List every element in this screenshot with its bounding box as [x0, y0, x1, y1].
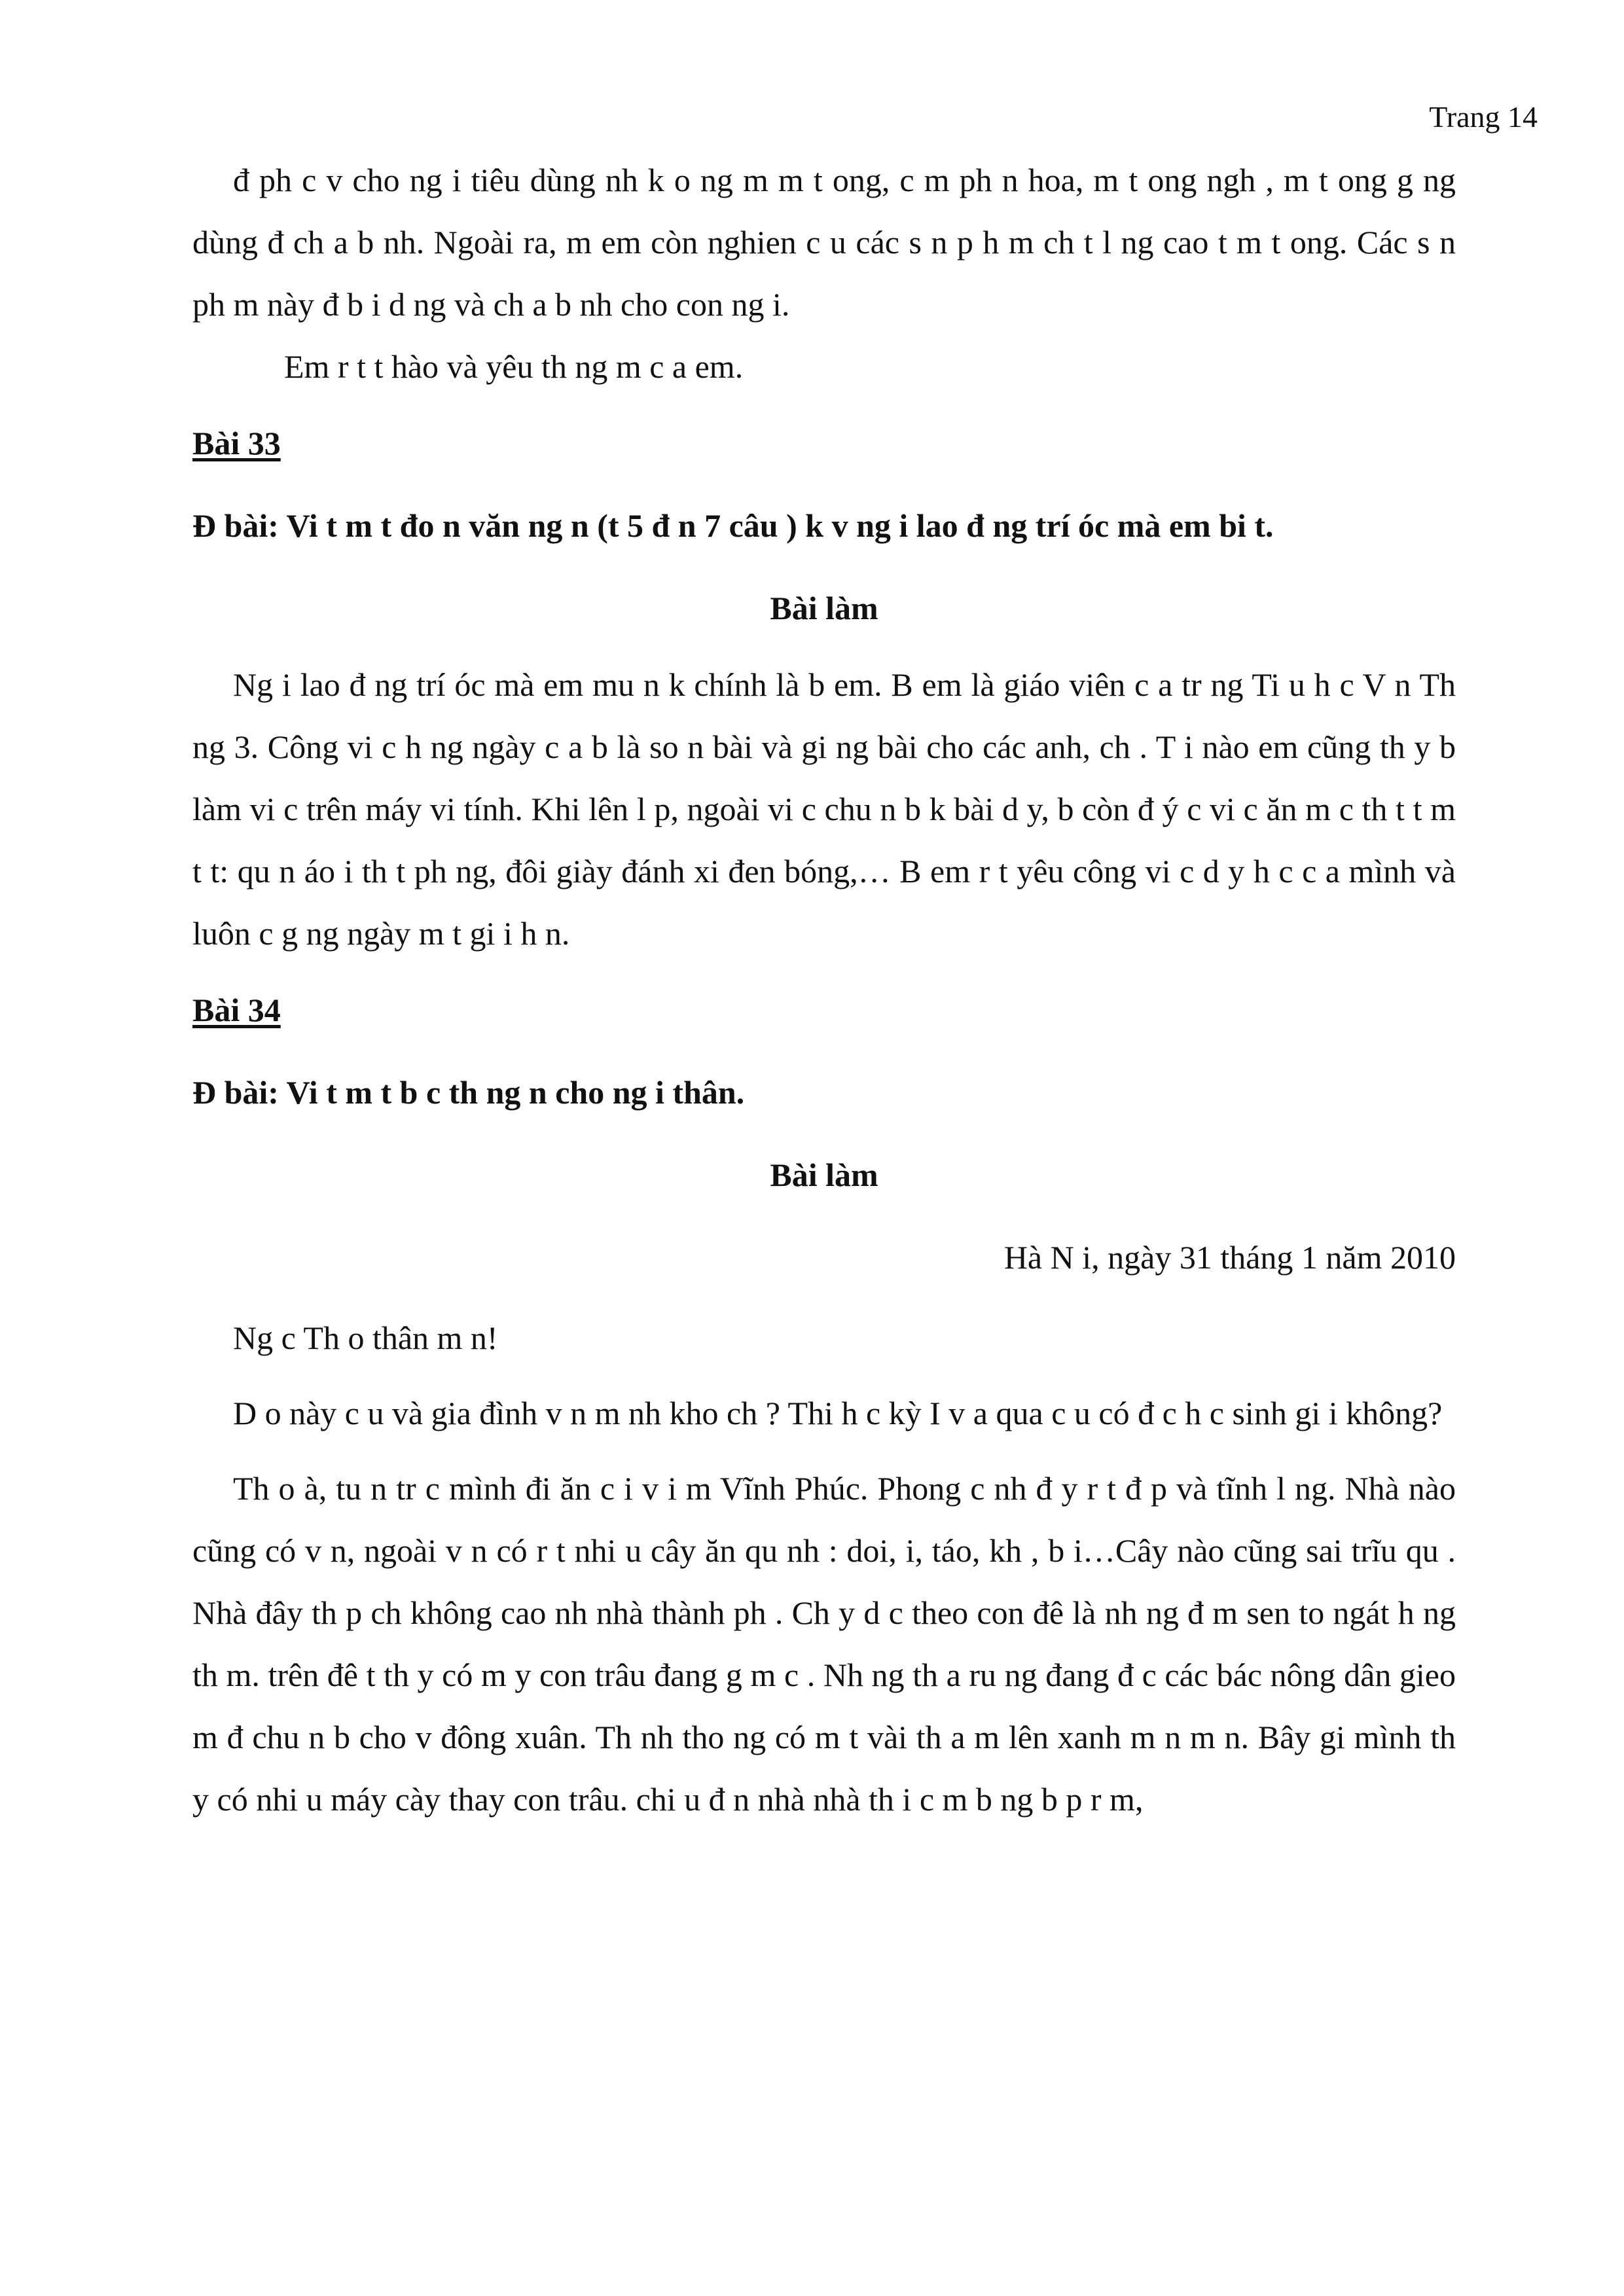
section-heading: Bài 34 [192, 992, 281, 1028]
letter-date: Hà N i, ngày 31 tháng 1 năm 2010 [1003, 1239, 1456, 1276]
intro-closing: Em r t t hào và yêu th ng m c a em. [284, 348, 744, 385]
section-heading: Bài 33 [192, 425, 281, 461]
letter-paragraph: Th o à, tu n tr c mình đi ăn c i v i m Vĩnh Phúc. Phong c nh đ y r t đ p và tĩnh l ng. Nhà nào cũng có v n, ngoài v n có r t nhi u cây ăn qu nh : doi, i, táo, kh , b i…Cây nào cũng sai trĩu qu . Nhà đây th p ch không cao nh nhà thành ph . Ch y d c theo con đê là nh ng đ m sen to ngát h ng th m. trên đê t th y có m y con trâu đang g m c . Nh ng th a ru ng đang đ c các bác nông dân gieo m đ chu n b cho v đông xuân. Th nh tho ng có m t vài th a m lên xanh m n m n. Bây gi mình th y có nhi u máy cày thay con trâu. chi u đ n nhà nhà th i c m b ng b p r m, [192, 1470, 1456, 1818]
answer-paragraph: Ng i lao đ ng trí óc mà em mu n k chính là b em. B em là giáo viên c a tr ng Ti u h c V n Th ng 3. Công vi c h ng ngày c a b là so n bài và gi ng bài cho các anh, ch . T i nào em cũng th y b làm vi c trên máy vi tính. Khi lên l p, ngoài vi c chu n b k bài d y, b còn đ ý c vi c ăn m c th t t m t t: qu n áo i th t ph ng, đôi giày đánh xi đen bóng,… B em r t yêu công vi c d y h c c a mình và luôn c g ng ngày m t gi i h n. [192, 666, 1456, 952]
intro-paragraph: đ ph c v cho ng i tiêu dùng nh k o ng m m t ong, c m ph n hoa, m t ong ngh , m t ong g ng dùng đ ch a b nh. Ngoài ra, m em còn nghien c u các s n p h m ch t l ng cao t m t ong. Các s n ph m này đ b i d ng và ch a b nh cho con ng i. [192, 162, 1456, 323]
letter-paragraph: D o này c u và gia đình v n m nh kho ch ? Thi h c kỳ I v a qua c u có đ c h c sinh gi i không? [233, 1395, 1443, 1431]
section-prompt: Đ bài: Vi t m t đo n văn ng n (t 5 đ n 7 câu ) k v ng i lao đ ng trí óc mà em bi t. [192, 507, 1274, 544]
page-number: Trang 14 [1429, 100, 1538, 134]
section-bai-34 [192, 979, 1456, 1831]
answer-title: Bài làm [770, 1157, 878, 1193]
document-body [192, 149, 1456, 1831]
section-prompt: Đ bài: Vi t m t b c th ng n cho ng i thân. [192, 1074, 745, 1111]
letter-greeting: Ng c Th o thân m n! [233, 1319, 498, 1356]
answer-title: Bài làm [770, 590, 878, 626]
section-bai-33 [192, 412, 1456, 965]
